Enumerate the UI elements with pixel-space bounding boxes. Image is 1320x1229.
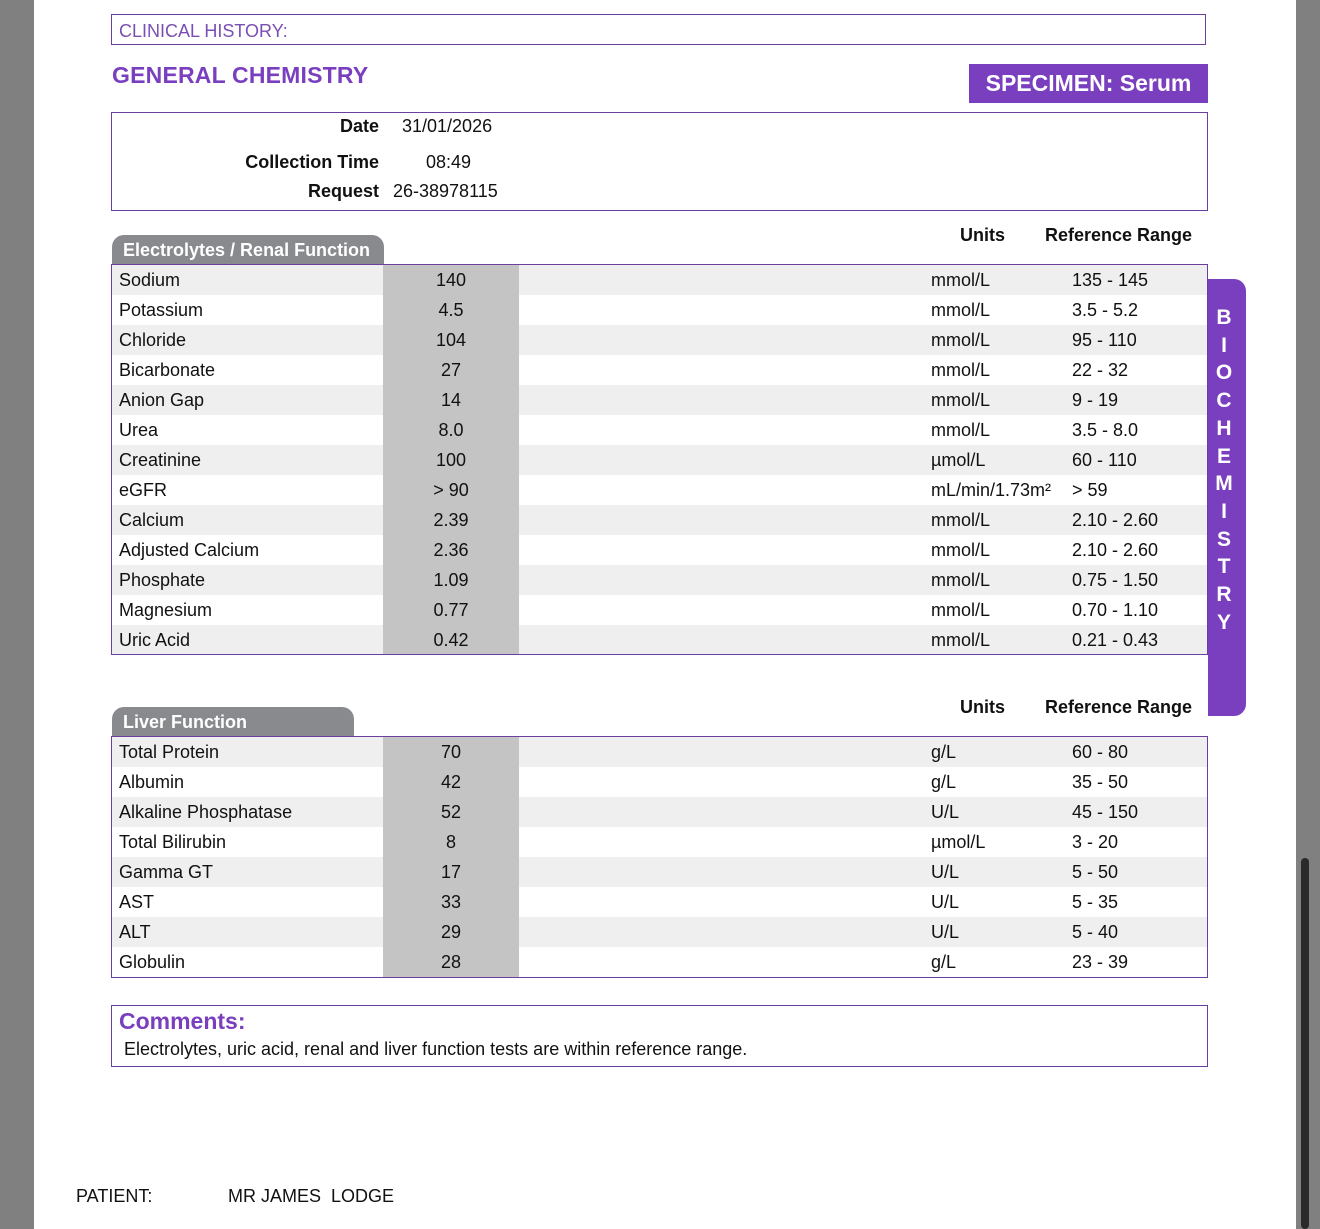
result-value: 29	[383, 917, 519, 947]
units-cell: mmol/L	[931, 630, 991, 650]
clinical-history-label: CLINICAL HISTORY:	[119, 21, 288, 41]
units-cell: U/L	[931, 922, 960, 942]
result-value: 100	[383, 445, 519, 475]
table-row	[112, 797, 1207, 827]
side-tab-letter: H	[1216, 416, 1232, 440]
reference-range-cell: 5 - 50	[1072, 862, 1119, 882]
result-value: 8.0	[383, 415, 519, 445]
side-tab-letter: B	[1216, 306, 1232, 329]
reference-range-cell: 3 - 20	[1072, 832, 1119, 852]
test-name: Calcium	[119, 510, 185, 530]
table-row	[112, 625, 1207, 655]
table-row	[112, 325, 1207, 355]
electrolytes-group-tab: Electrolytes / Renal Function	[112, 235, 384, 264]
units-header-liver: Units	[960, 697, 1005, 717]
table-row	[112, 947, 1207, 977]
specimen-badge: SPECIMEN: Serum	[969, 64, 1208, 103]
units-cell: mmol/L	[931, 270, 991, 290]
table-row	[112, 355, 1207, 385]
request-label: Request	[307, 181, 379, 201]
date-label: Date	[339, 116, 379, 136]
reference-range-cell: 0.21 - 0.43	[1072, 630, 1159, 650]
table-row	[112, 565, 1207, 595]
patient-label: PATIENT:	[76, 1186, 153, 1206]
reference-range-cell: 60 - 110	[1072, 450, 1137, 470]
test-name: Chloride	[119, 330, 187, 350]
result-value: 33	[383, 887, 519, 917]
table-row	[112, 415, 1207, 445]
test-name: Total Bilirubin	[119, 832, 227, 852]
result-value: 0.42	[383, 625, 519, 655]
side-tab-letter: S	[1216, 527, 1231, 551]
scrollbar[interactable]	[1301, 858, 1309, 1229]
section-title: GENERAL CHEMISTRY	[112, 62, 369, 88]
reference-range-cell: > 59	[1072, 480, 1108, 500]
test-name: Anion Gap	[119, 390, 205, 410]
table-row	[112, 505, 1207, 535]
side-tab-letter: I	[1221, 333, 1227, 357]
test-name: Urea	[119, 420, 159, 440]
table-row	[112, 475, 1207, 505]
result-value: 4.5	[383, 295, 519, 325]
units-cell: g/L	[931, 742, 957, 762]
units-cell: µmol/L	[931, 450, 986, 470]
units-cell: mmol/L	[931, 570, 991, 590]
table-row	[112, 767, 1207, 797]
test-name: AST	[119, 892, 155, 912]
table-row	[112, 827, 1207, 857]
units-cell: mmol/L	[931, 300, 991, 320]
result-value: 104	[383, 325, 519, 355]
table-row	[112, 737, 1207, 767]
reference-range-cell: 23 - 39	[1072, 952, 1129, 972]
table-row	[112, 265, 1207, 295]
units-cell: mL/min/1.73m²	[931, 480, 1052, 500]
side-tab-letter: Y	[1216, 610, 1231, 634]
units-cell: U/L	[931, 862, 960, 882]
reference-range-cell: 60 - 80	[1072, 742, 1129, 762]
date-value: 31/01/2026	[402, 116, 493, 136]
result-value: 1.09	[383, 565, 519, 595]
result-value: 8	[383, 827, 519, 857]
table-row	[112, 595, 1207, 625]
units-cell: mmol/L	[931, 330, 991, 350]
test-name: Sodium	[119, 270, 181, 290]
table-row	[112, 887, 1207, 917]
test-name: Globulin	[119, 952, 186, 972]
test-name: Magnesium	[119, 600, 213, 620]
side-tab-letter: E	[1216, 444, 1231, 468]
reference-range-cell: 2.10 - 2.60	[1072, 540, 1159, 560]
result-value: 42	[383, 767, 519, 797]
comments-text: Electrolytes, uric acid, renal and liver function tests are within reference range.	[124, 1039, 748, 1059]
collection-time-value: 08:49	[426, 152, 472, 172]
reference-range-cell: 5 - 40	[1072, 922, 1119, 942]
units-cell: g/L	[931, 952, 957, 972]
reference-range-cell: 3.5 - 8.0	[1072, 420, 1139, 440]
test-name: Alkaline Phosphatase	[119, 802, 293, 822]
result-value: 0.77	[383, 595, 519, 625]
table-row	[112, 295, 1207, 325]
reference-range-cell: 0.75 - 1.50	[1072, 570, 1159, 590]
result-value: 28	[383, 947, 519, 977]
result-value: 52	[383, 797, 519, 827]
result-value: > 90	[383, 475, 519, 505]
reference-range-header-liver: Reference Range	[1045, 697, 1193, 717]
units-cell: mmol/L	[931, 540, 991, 560]
units-cell: mmol/L	[931, 360, 991, 380]
test-name: ALT	[119, 922, 151, 942]
reference-range-cell: 3.5 - 5.2	[1072, 300, 1139, 320]
reference-range-cell: 45 - 150	[1072, 802, 1139, 822]
reference-range-cell: 95 - 110	[1072, 330, 1137, 350]
test-name: Potassium	[119, 300, 204, 320]
units-cell: g/L	[931, 772, 957, 792]
units-cell: mmol/L	[931, 600, 991, 620]
liver-table	[111, 736, 1208, 978]
test-name: Creatinine	[119, 450, 202, 470]
collection-time-label: Collection Time	[245, 152, 379, 172]
result-value: 2.36	[383, 535, 519, 565]
test-name: Bicarbonate	[119, 360, 216, 380]
reference-range-cell: 135 - 145	[1072, 270, 1149, 290]
side-tab-letter: T	[1217, 555, 1231, 579]
request-value: 26-38978115	[393, 181, 498, 201]
side-tab-letter: R	[1216, 583, 1232, 606]
request-info-box	[111, 112, 1208, 211]
result-value: 2.39	[383, 505, 519, 535]
units-cell: U/L	[931, 892, 960, 912]
side-tab-letter: O	[1215, 361, 1233, 385]
result-value: 27	[383, 355, 519, 385]
side-tab-letter: I	[1221, 499, 1227, 523]
table-row	[112, 535, 1207, 565]
test-name: Total Protein	[119, 742, 220, 762]
table-row	[112, 385, 1207, 415]
reference-range-cell: 9 - 19	[1072, 390, 1119, 410]
comments-title: Comments:	[119, 1008, 246, 1034]
clinical-history-box	[111, 14, 1206, 45]
side-tab-letter: C	[1216, 389, 1232, 413]
reference-range-cell: 2.10 - 2.60	[1072, 510, 1159, 530]
reference-range-header: Reference Range	[1045, 225, 1193, 245]
patient-name: MR JAMES LODGE	[228, 1186, 395, 1206]
result-value: 70	[383, 737, 519, 767]
comments-box	[111, 1005, 1208, 1067]
table-row	[112, 917, 1207, 947]
table-row	[112, 857, 1207, 887]
reference-range-cell: 5 - 35	[1072, 892, 1119, 912]
test-name: eGFR	[119, 480, 168, 500]
test-name: Albumin	[119, 772, 185, 792]
units-cell: mmol/L	[931, 390, 991, 410]
units-cell: mmol/L	[931, 510, 991, 530]
test-name: Phosphate	[119, 570, 206, 590]
result-value: 14	[383, 385, 519, 415]
reference-range-cell: 35 - 50	[1072, 772, 1129, 792]
reference-range-cell: 22 - 32	[1072, 360, 1129, 380]
units-cell: mmol/L	[931, 420, 991, 440]
test-name: Gamma GT	[119, 862, 214, 882]
side-tab-letter: M	[1215, 472, 1233, 496]
biochemistry-side-tab	[1208, 279, 1246, 716]
table-row	[112, 445, 1207, 475]
result-value: 140	[383, 265, 519, 295]
liver-group-tab: Liver Function	[112, 707, 354, 736]
reference-range-cell: 0.70 - 1.10	[1072, 600, 1159, 620]
units-header: Units	[960, 225, 1005, 245]
result-value: 17	[383, 857, 519, 887]
units-cell: U/L	[931, 802, 960, 822]
units-cell: µmol/L	[931, 832, 986, 852]
test-name: Adjusted Calcium	[119, 540, 260, 560]
test-name: Uric Acid	[119, 630, 191, 650]
electrolytes-table	[111, 264, 1208, 655]
